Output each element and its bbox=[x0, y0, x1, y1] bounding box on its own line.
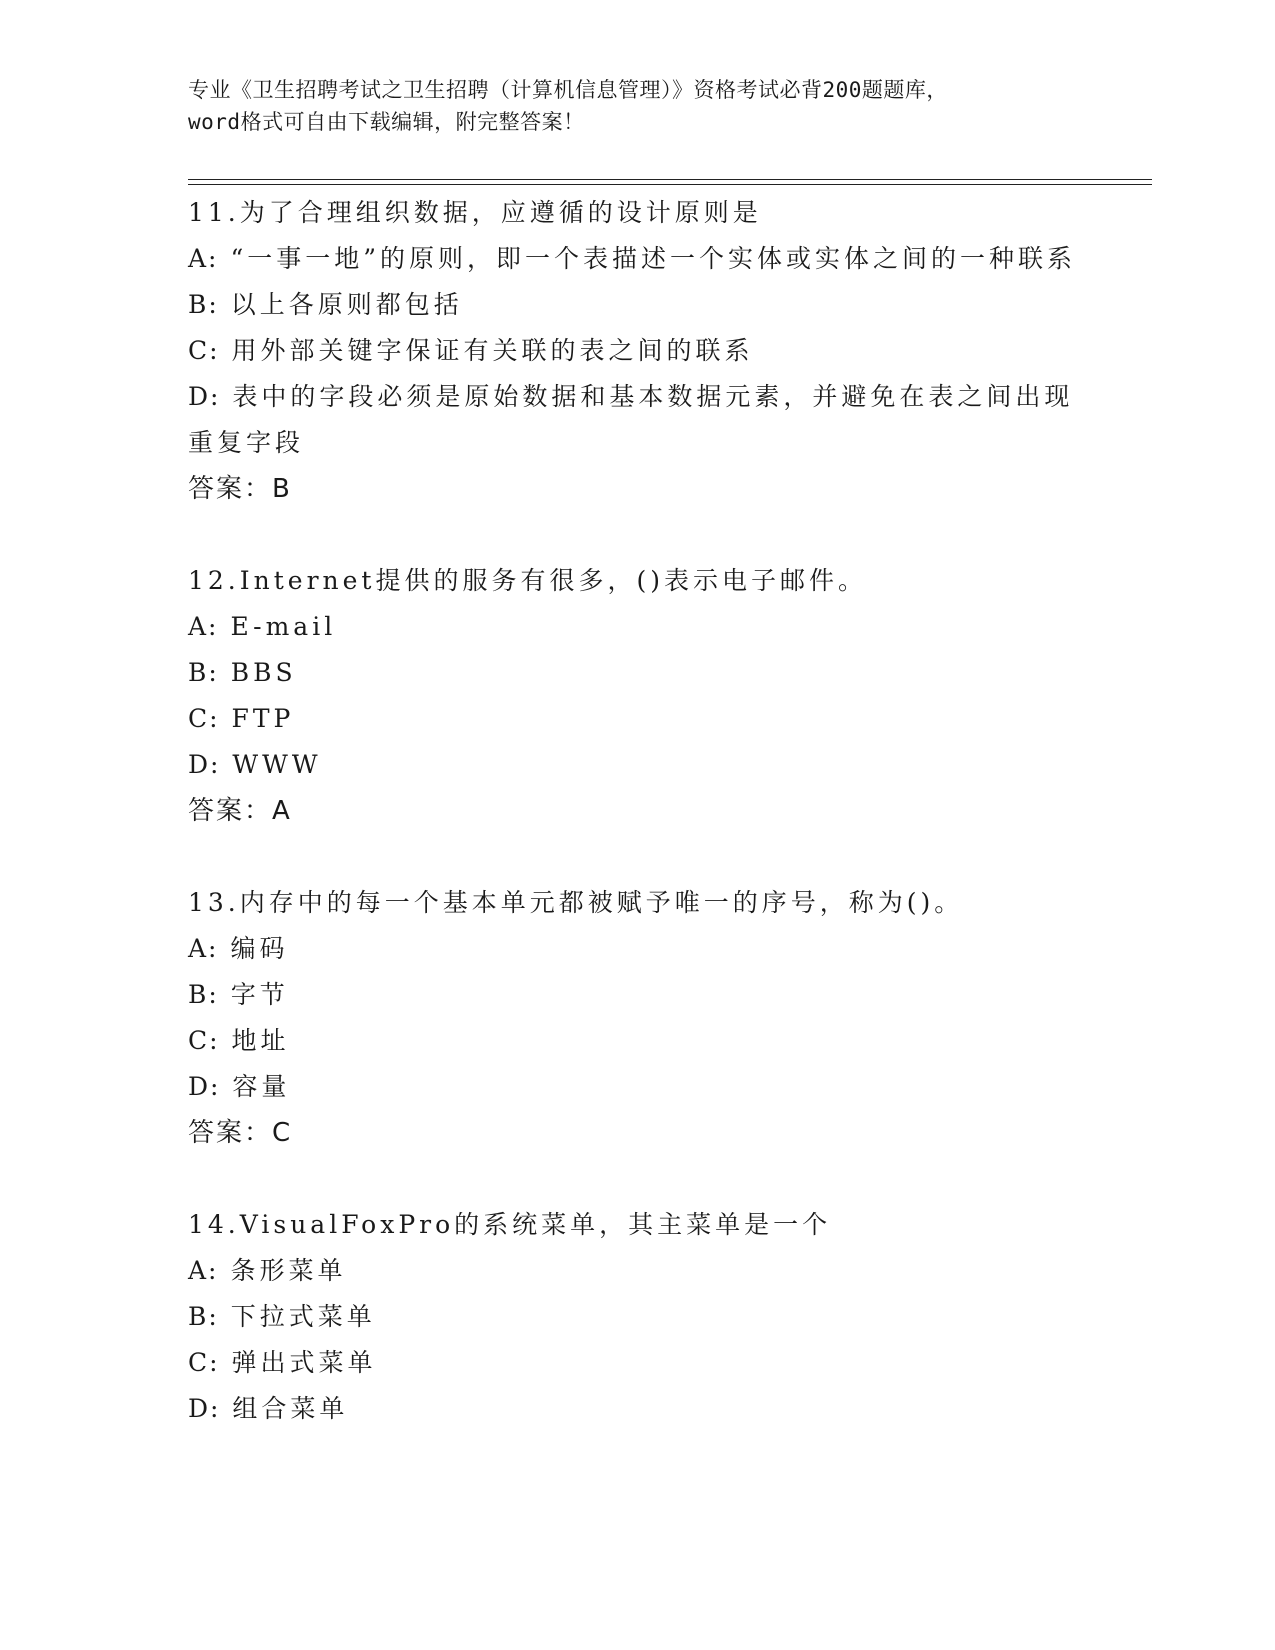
option-label: D: bbox=[188, 1072, 221, 1101]
option-label: D: bbox=[188, 382, 221, 411]
option-b bbox=[188, 282, 1088, 328]
header-title-line-1: 专业《卫生招聘考试之卫生招聘（计算机信息管理）》资格考试必背200题题库， bbox=[188, 78, 948, 102]
option-a bbox=[188, 1248, 1088, 1294]
option-label: A: bbox=[188, 934, 219, 963]
option-d bbox=[188, 1386, 1088, 1432]
option-label: D: bbox=[188, 750, 221, 779]
option-a bbox=[188, 236, 1088, 282]
option-text: FTP bbox=[231, 704, 295, 733]
option-text: WWW bbox=[232, 750, 322, 779]
option-text: 下拉式菜单 bbox=[230, 1302, 376, 1331]
option-text: 字节 bbox=[230, 980, 289, 1009]
option-text: E-mail bbox=[230, 612, 337, 641]
header-divider-bottom bbox=[188, 184, 1152, 185]
question-list bbox=[188, 190, 1088, 1478]
option-d bbox=[188, 374, 1088, 466]
option-text: 容量 bbox=[232, 1072, 291, 1101]
option-a bbox=[188, 604, 1088, 650]
answer-line: 答案：B bbox=[188, 474, 292, 504]
option-label: B: bbox=[188, 980, 219, 1009]
question-11 bbox=[188, 190, 1088, 512]
header-title-line-2: word格式可自由下载编辑，附完整答案！ bbox=[188, 110, 585, 134]
option-label: D: bbox=[188, 1394, 221, 1423]
option-c bbox=[188, 1018, 1088, 1064]
option-b bbox=[188, 972, 1088, 1018]
option-label: A: bbox=[188, 1256, 219, 1285]
option-c bbox=[188, 1340, 1088, 1386]
option-d bbox=[188, 742, 1088, 788]
option-text: 条形菜单 bbox=[230, 1256, 347, 1285]
option-label: C: bbox=[188, 1026, 220, 1055]
option-label: B: bbox=[188, 290, 219, 319]
option-label: B: bbox=[188, 658, 219, 687]
question-stem: 13.内存中的每一个基本单元都被赋予唯一的序号，称为()。 bbox=[188, 888, 964, 917]
option-text: 用外部关键字保证有关联的表之间的联系 bbox=[231, 336, 754, 365]
option-b bbox=[188, 650, 1088, 696]
option-label: C: bbox=[188, 336, 220, 365]
question-14 bbox=[188, 1202, 1088, 1432]
option-text: BBS bbox=[230, 658, 297, 687]
option-text: 表中的字段必须是原始数据和基本数据元素，并避免在表之间出现重复字段 bbox=[188, 382, 1074, 457]
answer-line: 答案：C bbox=[188, 1118, 293, 1148]
option-d bbox=[188, 1064, 1088, 1110]
option-c bbox=[188, 696, 1088, 742]
question-stem: 11.为了合理组织数据，应遵循的设计原则是 bbox=[188, 198, 762, 227]
question-stem: 12.Internet提供的服务有很多，()表示电子邮件。 bbox=[188, 566, 867, 595]
document-header bbox=[188, 74, 1088, 138]
option-b bbox=[188, 1294, 1088, 1340]
question-13 bbox=[188, 880, 1088, 1156]
header-divider-top bbox=[188, 179, 1152, 180]
option-label: C: bbox=[188, 704, 220, 733]
option-label: A: bbox=[188, 244, 219, 273]
option-label: B: bbox=[188, 1302, 219, 1331]
option-text: 弹出式菜单 bbox=[231, 1348, 377, 1377]
answer-line: 答案：A bbox=[188, 796, 292, 826]
option-text: 以上各原则都包括 bbox=[230, 290, 463, 319]
option-text: 组合菜单 bbox=[232, 1394, 349, 1423]
option-a bbox=[188, 926, 1088, 972]
option-label: C: bbox=[188, 1348, 220, 1377]
question-stem: 14.VisualFoxPro的系统菜单，其主菜单是一个 bbox=[188, 1210, 832, 1239]
option-c bbox=[188, 328, 1088, 374]
question-12 bbox=[188, 558, 1088, 834]
option-label: A: bbox=[188, 612, 219, 641]
option-text: 地址 bbox=[231, 1026, 290, 1055]
option-text: 编码 bbox=[230, 934, 289, 963]
option-text: “一事一地”的原则，即一个表描述一个实体或实体之间的一种联系 bbox=[230, 244, 1077, 273]
